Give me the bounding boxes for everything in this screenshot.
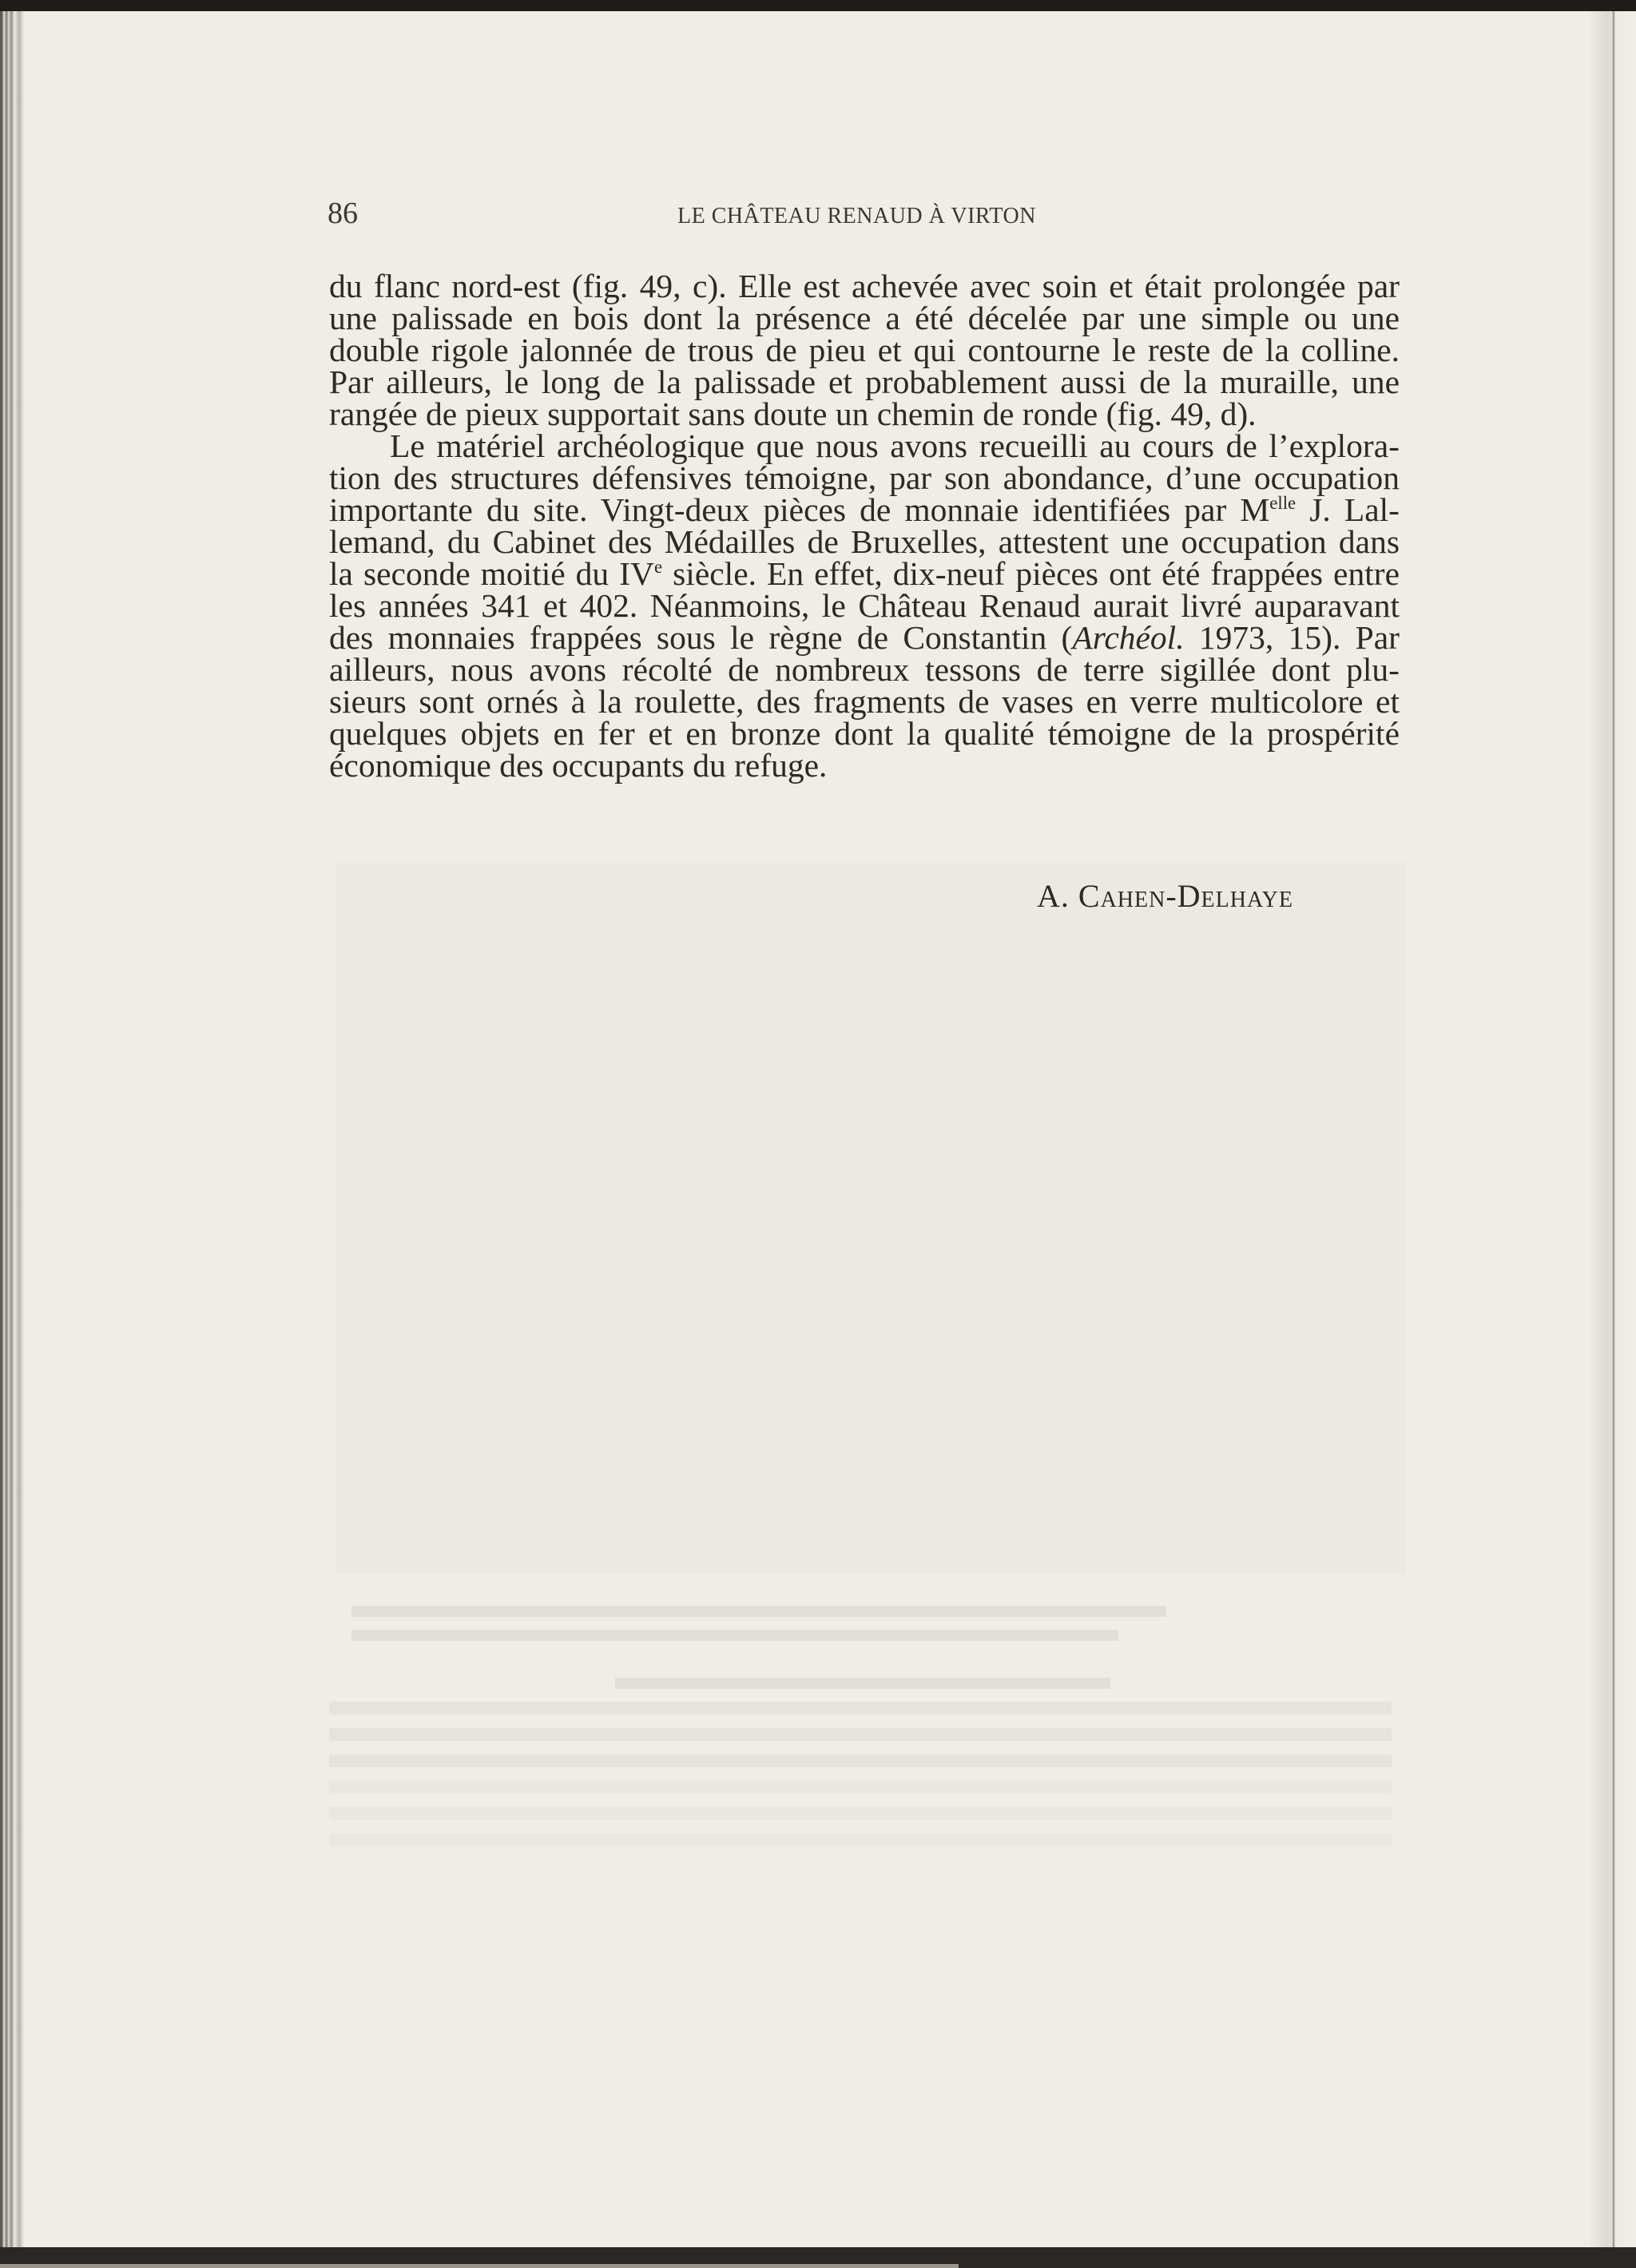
text-line: tion des structures défensives témoigne, par son abondance, d’une occupation (329, 459, 1400, 496)
text-run: importante du site. Vingt-deux pièces de monnaie identifiées par M (329, 491, 1270, 528)
author-signature: A. Cahen-Delhaye (1037, 878, 1293, 914)
running-title: LE CHÂTEAU RENAUD À VIRTON (677, 204, 1036, 228)
scan-bottom-border (0, 2247, 1636, 2268)
show-through-caption (351, 1606, 1166, 1617)
show-through-figure (336, 863, 1406, 1574)
show-through-text-line (329, 1807, 1392, 1820)
page-number: 86 (328, 197, 358, 230)
text-line (329, 555, 1400, 592)
text-line: sieurs sont ornés à la roulette, des fragments de vases en verre multicolore et (329, 683, 1400, 720)
page-fore-edge (1588, 11, 1636, 2247)
text-line: ailleurs, nous avons récolté de nombreux tessons de terre sigillée dont plu- (329, 651, 1400, 688)
text-run: siècle. En effet, dix-neuf pièces ont été frappées entre (662, 555, 1400, 592)
scan-top-border (0, 0, 1636, 11)
show-through-text-line (329, 1781, 1392, 1793)
body-text (329, 268, 1400, 784)
text-line (329, 491, 1400, 528)
text-line: les années 341 et 402. Néanmoins, le Château Renaud aurait livré auparavant (329, 587, 1400, 624)
text-run: la seconde moitié du IV (329, 555, 654, 592)
text-line (329, 619, 1400, 656)
text-line: Par ailleurs, le long de la palissade et probablement aussi de la muraille, une (329, 363, 1400, 400)
text-line: une palissade en bois dont la présence a été décelée par une simple ou une (329, 300, 1400, 336)
show-through-caption (615, 1678, 1110, 1689)
text-line: du flanc nord-est (fig. 49, c). Elle est achevée avec soin et était prolongée par (329, 268, 1400, 304)
text-line: Le matériel archéologique que nous avons recueilli au cours de l’explora- (390, 427, 1400, 464)
show-through-text-line (329, 1833, 1392, 1846)
citation-italic: Archéol. (1072, 619, 1185, 656)
text-line: double rigole jalonnée de trous de pieu et qui contourne le reste de la colline. (329, 332, 1400, 368)
text-line: quelques objets en fer et en bronze dont la qualité témoigne de la prospérité (329, 715, 1400, 752)
text-run: 1973, 15). Par (1184, 619, 1400, 656)
text-run: des monnaies frappées sous le règne de Constantin ( (329, 619, 1073, 656)
book-binding-edge (0, 11, 29, 2247)
text-line: rangée de pieux supportait sans doute un chemin de ronde (fig. 49, d). (329, 395, 1257, 432)
text-line: lemand, du Cabinet des Médailles de Bruxelles, attestent une occupation dans (329, 523, 1400, 560)
superscript: elle (1269, 493, 1296, 514)
paragraph (329, 270, 1400, 430)
show-through-text-line (329, 1754, 1392, 1767)
superscript: e (654, 557, 663, 578)
show-through-text-line (329, 1728, 1392, 1741)
show-through-text-line (329, 1702, 1392, 1714)
paragraph (329, 427, 1400, 784)
text-run: J. Lal- (1296, 491, 1400, 528)
text-line: économique des occupants du refuge. (329, 747, 828, 784)
show-through-caption (351, 1630, 1118, 1641)
